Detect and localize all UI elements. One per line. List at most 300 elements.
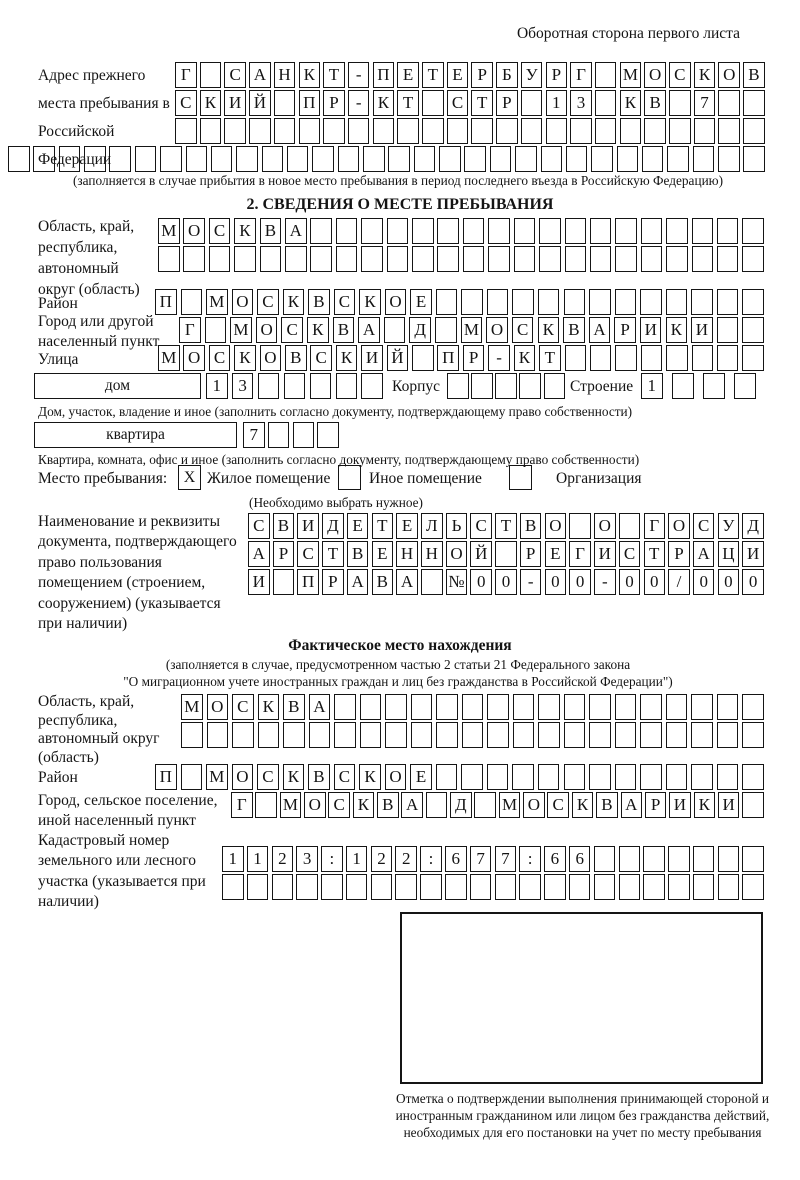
form-cell: 7 [694,90,716,116]
form-cell: Ь [446,513,468,539]
form-cell: А [358,317,380,343]
form-cell [544,874,566,900]
form-cell [666,722,688,748]
form-cell [564,289,586,315]
form-cell: Н [274,62,296,88]
form-cell [464,146,486,172]
form-cell: И [718,792,740,818]
form-cell [591,146,613,172]
form-cell: Е [447,62,469,88]
form-cell: 7 [495,846,517,872]
form-cell [247,874,269,900]
form-cell: Д [409,317,431,343]
form-cell [488,246,510,272]
form-cell: В [372,569,394,595]
form-cell: К [666,317,688,343]
form-cell: Е [410,289,432,315]
form-cell: В [308,289,330,315]
form-cell: 3 [570,90,592,116]
form-cell: О [545,513,567,539]
form-cell [207,722,229,748]
form-cell [412,218,434,244]
actual-region-label: Область, край, республика, автономный округ (область) [38,693,160,766]
form-cell: Р [273,541,295,567]
form-cell [589,764,611,790]
form-cell [693,874,715,900]
form-cell: С [693,513,715,539]
form-cell: С [669,62,691,88]
form-cell [463,246,485,272]
form-cell [360,722,382,748]
form-cell: Й [470,541,492,567]
prev-address-row-2 [175,90,765,116]
form-cell [8,146,30,172]
form-cell [287,146,309,172]
form-cell: О [594,513,616,539]
form-cell [181,289,203,315]
actual-location-note-line2: "О миграционном учете иностранных граждан и лиц без гражданства в Российской Федерации") [123,674,673,689]
form-cell: : [420,846,442,872]
district-label: Район [38,295,78,312]
form-cell [641,345,663,371]
document-row-3 [248,569,764,595]
form-cell [260,246,282,272]
form-cell: Г [179,317,201,343]
form-cell [717,764,739,790]
form-cell [666,345,688,371]
document-row-2 [248,541,764,567]
form-cell: С [248,513,270,539]
form-cell [742,218,764,244]
form-cell [743,118,765,144]
form-cell [521,90,543,116]
form-cell: К [336,345,358,371]
form-cell: К [694,792,716,818]
form-cell [488,218,510,244]
form-cell: М [499,792,521,818]
form-cell: А [309,694,331,720]
form-cell: А [693,541,715,567]
form-cell: И [640,317,662,343]
form-cell [691,694,713,720]
form-cell: С [512,317,534,343]
form-cell: : [321,846,343,872]
form-cell [742,792,764,818]
form-cell: О [523,792,545,818]
form-cell [717,694,739,720]
form-cell: И [248,569,270,595]
form-cell [258,373,280,399]
form-cell [158,246,180,272]
form-cell [490,146,512,172]
form-cell: Г [175,62,197,88]
form-cell [565,345,587,371]
actual-location-note-line1: (заполняется в случае, предусмотренном частью 2 статьи 21 Федерального закона [165,657,631,672]
form-cell [222,874,244,900]
actual-district-label: Район [38,769,78,786]
form-cell [640,694,662,720]
form-cell [274,118,296,144]
cadastre-row-1 [222,846,764,872]
form-cell: Ц [718,541,740,567]
stay-type-label-other: Иное помещение [369,470,482,487]
apartment-note: Квартира, комната, офис и иное (заполнить согласно документу, подтверждающему право собственности) [38,452,640,467]
form-cell: С [209,345,231,371]
form-cell [619,846,641,872]
house-note: Дом, участок, владение и иное (заполнить согласно документу, подтверждающему право собственности) [38,404,633,419]
form-cell: С [224,62,246,88]
form-cell [338,146,360,172]
form-cell [644,118,666,144]
form-cell: К [359,289,381,315]
form-cell: К [694,62,716,88]
form-cell: Р [463,345,485,371]
form-cell: 1 [247,846,269,872]
stroenie-label: Строение [570,378,634,395]
form-cell [321,874,343,900]
form-cell [387,218,409,244]
form-cell: С [257,289,279,315]
form-cell [274,90,296,116]
form-cell [512,764,534,790]
form-cell: 0 [742,569,764,595]
form-cell [641,246,663,272]
form-cell [595,118,617,144]
form-cell [538,289,560,315]
form-cell: 2 [272,846,294,872]
form-cell [594,874,616,900]
cadastre-row-2 [222,874,764,900]
form-cell: 1 [206,373,228,399]
form-cell: С [175,90,197,116]
form-cell [495,874,517,900]
document-row-1 [248,513,764,539]
cadastre-label: Кадастровый номер земельного или лесного участка (указывается при наличии) [38,832,206,911]
form-cell: - [594,569,616,595]
form-cell [445,874,467,900]
form-cell [495,541,517,567]
form-cell: В [644,90,666,116]
form-cell [336,373,358,399]
form-cell [734,373,756,399]
form-cell [317,422,339,448]
form-cell: 7 [470,846,492,872]
form-cell [615,722,637,748]
form-cell [615,345,637,371]
form-cell [135,146,157,172]
form-cell: Р [645,792,667,818]
stay-type-label-organization: Организация [556,470,642,487]
form-cell [414,146,436,172]
stroenie-row [641,373,756,399]
form-cell [672,373,694,399]
form-cell [273,569,295,595]
form-cell: 0 [545,569,567,595]
form-cell: Р [546,62,568,88]
form-cell [538,764,560,790]
region-label: Область, край, республика, автономный округ (область) [38,218,140,298]
form-cell [461,764,483,790]
form-cell: Й [249,90,271,116]
prev-address-note: (заполняется в случае прибытия в новое место пребывания в период последнего въезда в Российскую Федерацию) [72,173,724,188]
form-cell: М [158,345,180,371]
form-cell [59,146,81,172]
form-cell: В [285,345,307,371]
stamp-caption: Отметка о подтверждении выполнения принимающей стороной и иностранным гражданином или лицом без гражданства действий, необходимых для его постановки на учет по месту пребывания [395,1091,770,1141]
form-cell: К [514,345,536,371]
street-row [158,345,764,371]
form-cell [693,846,715,872]
form-cell: Р [322,569,344,595]
form-cell [694,118,716,144]
form-cell [742,246,764,272]
form-cell [666,246,688,272]
form-cell: Р [471,62,493,88]
form-cell: И [297,513,319,539]
form-cell: В [273,513,295,539]
form-cell: О [446,541,468,567]
form-cell [436,289,458,315]
form-cell: К [200,90,222,116]
form-cell [666,764,688,790]
form-cell [310,218,332,244]
form-cell [236,146,258,172]
form-cell: К [299,62,321,88]
form-cell [437,246,459,272]
form-cell: Е [397,62,419,88]
form-cell [519,373,541,399]
form-cell [224,118,246,144]
form-cell [397,118,419,144]
form-cell: А [285,218,307,244]
form-cell [595,62,617,88]
form-cell [285,246,307,272]
form-cell [519,874,541,900]
form-cell: Р [668,541,690,567]
form-cell [742,345,764,371]
form-cell: В [308,764,330,790]
form-cell [521,118,543,144]
form-cell [742,694,764,720]
form-cell: Г [231,792,253,818]
form-cell [323,118,345,144]
stamp-box [400,912,763,1084]
form-cell: 2 [371,846,393,872]
form-cell [539,246,561,272]
form-cell: М [158,218,180,244]
form-cell [717,218,739,244]
form-cell [564,694,586,720]
form-cell [84,146,106,172]
form-cell: 1 [346,846,368,872]
form-cell [619,874,641,900]
apartment-type-box: квартира [34,422,237,448]
form-cell [334,722,356,748]
form-cell: 3 [296,846,318,872]
form-cell: П [437,345,459,371]
house-type-box: дом [34,373,201,399]
page-side-note: Оборотная сторона первого листа [516,25,740,42]
form-cell [461,289,483,315]
form-cell [693,146,715,172]
form-cell [426,792,448,818]
form-cell [186,146,208,172]
form-cell: С [310,345,332,371]
form-cell: Н [421,541,443,567]
form-cell [742,764,764,790]
form-cell [412,345,434,371]
form-cell: 0 [495,569,517,595]
form-cell: И [742,541,764,567]
form-cell: И [224,90,246,116]
form-cell [334,694,356,720]
form-cell: 2 [395,846,417,872]
form-cell [691,289,713,315]
form-cell [590,246,612,272]
form-cell: 1 [641,373,663,399]
form-cell: 0 [718,569,740,595]
form-cell [361,246,383,272]
form-cell [615,764,637,790]
form-cell [692,246,714,272]
form-cell [668,846,690,872]
form-cell: Й [387,345,409,371]
form-cell: В [333,317,355,343]
form-cell: С [334,764,356,790]
form-cell [717,345,739,371]
form-cell: 0 [619,569,641,595]
form-cell [293,422,315,448]
region-row-1 [158,218,764,244]
form-cell [544,373,566,399]
form-cell: О [183,345,205,371]
form-cell: С [297,541,319,567]
form-cell [569,513,591,539]
form-cell [666,694,688,720]
form-cell [312,146,334,172]
korpus-label: Корпус [392,378,440,395]
form-cell: А [621,792,643,818]
form-cell: Г [644,513,666,539]
form-cell: 0 [693,569,715,595]
form-cell [336,218,358,244]
actual-location-title: Фактическое место нахождения [288,637,512,654]
form-cell [617,146,639,172]
form-cell [640,289,662,315]
form-cell [211,146,233,172]
city-row [179,317,764,343]
form-cell [385,722,407,748]
form-cell: М [461,317,483,343]
form-cell [411,722,433,748]
form-cell [595,90,617,116]
actual-city-label: Город, сельское поселение, иной населенный пункт [38,792,218,829]
form-cell: - [348,62,370,88]
form-cell: : [519,846,541,872]
form-cell [436,694,458,720]
form-cell: Т [495,513,517,539]
form-cell: А [589,317,611,343]
prev-address-row-1 [175,62,765,88]
form-cell [487,289,509,315]
form-cell: П [155,289,177,315]
form-cell [668,874,690,900]
form-cell [487,694,509,720]
form-cell: О [385,764,407,790]
form-cell: О [183,218,205,244]
form-cell [565,218,587,244]
form-cell [310,373,332,399]
prev-address-label: Адрес прежнего места пребывания в Российской Федерации [38,67,170,168]
form-cell [463,218,485,244]
form-cell [181,764,203,790]
form-cell [272,874,294,900]
section2-title: 2. СВЕДЕНИЯ О МЕСТЕ ПРЕБЫВАНИЯ [246,196,554,213]
form-cell: Т [397,90,419,116]
form-cell [742,874,764,900]
form-cell [361,373,383,399]
form-cell [487,764,509,790]
form-cell [470,874,492,900]
form-cell [515,146,537,172]
form-cell: В [520,513,542,539]
form-cell [743,146,765,172]
form-cell [422,118,444,144]
form-cell: С [470,513,492,539]
form-cell: К [234,218,256,244]
form-cell: Г [569,541,591,567]
form-cell: Д [322,513,344,539]
form-cell [109,146,131,172]
form-cell: И [594,541,616,567]
form-cell: С [257,764,279,790]
form-cell [513,694,535,720]
form-cell [666,218,688,244]
form-cell: К [283,289,305,315]
form-cell [718,90,740,116]
form-cell: П [299,90,321,116]
actual-city-row [231,792,764,818]
form-cell [436,722,458,748]
form-cell: Н [396,541,418,567]
form-cell: Е [410,764,432,790]
form-cell [471,118,493,144]
form-cell [590,218,612,244]
form-cell: М [206,764,228,790]
form-cell [718,874,740,900]
form-cell: С [619,541,641,567]
stay-type-checkbox-other [338,465,361,490]
form-cell: М [620,62,642,88]
form-cell [615,218,637,244]
form-cell [310,246,332,272]
form-cell: П [155,764,177,790]
form-cell [283,722,305,748]
form-cell [385,694,407,720]
form-cell [232,722,254,748]
form-cell [412,246,434,272]
form-cell: Г [570,62,592,88]
form-cell [691,764,713,790]
korpus-row [447,373,565,399]
form-cell [717,722,739,748]
form-cell: 0 [569,569,591,595]
form-cell: Д [450,792,472,818]
form-cell [160,146,182,172]
form-cell [641,218,663,244]
form-cell: Т [539,345,561,371]
form-cell: П [297,569,319,595]
